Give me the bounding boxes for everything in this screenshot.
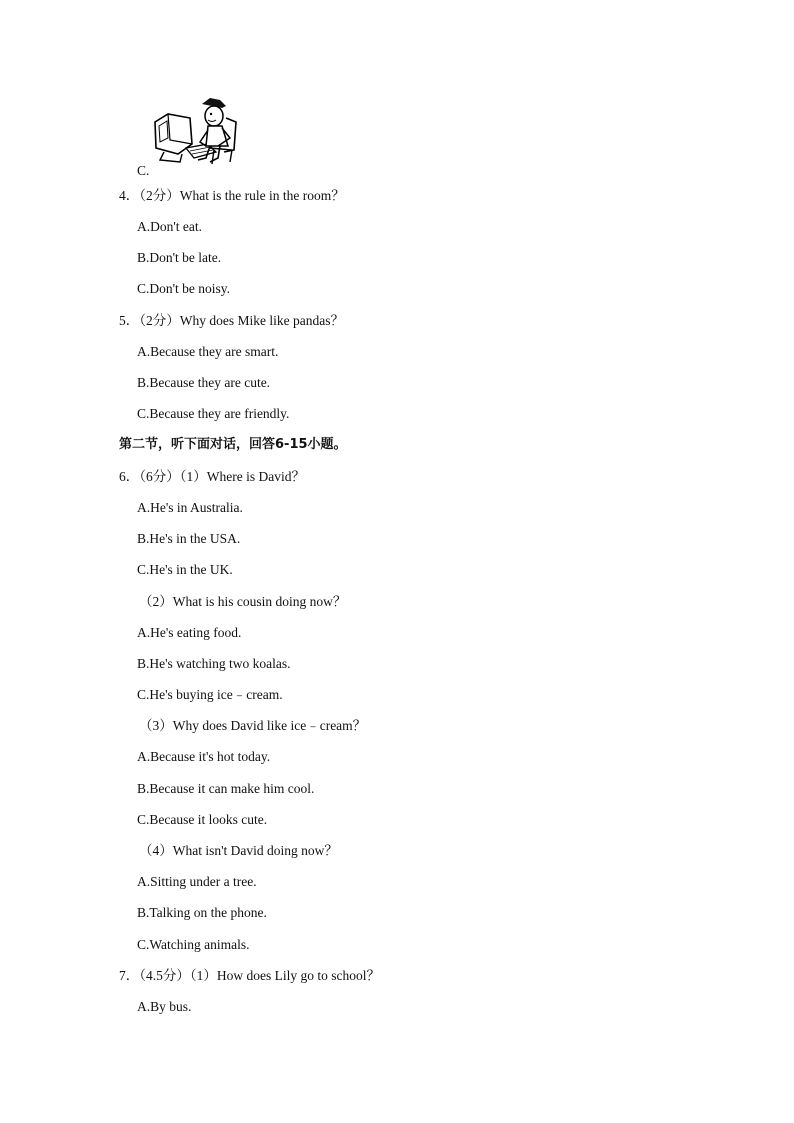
q6-4-option-a: A.Sitting under a tree. xyxy=(137,874,257,889)
q6-2-option-c: C.He's buying ice﹣cream. xyxy=(137,687,283,702)
q6-4-option-c: C.Watching animals. xyxy=(137,937,250,952)
question-6-title: 6．（6分）（1）Where is David？ xyxy=(119,469,305,484)
q6-2-option-a: A.He's eating food. xyxy=(137,625,242,640)
q6-1-option-a: A.He's in Australia. xyxy=(137,500,243,515)
q6-3-option-b: B.Because it can make him cool. xyxy=(137,781,315,796)
q3-option-c-label: C. xyxy=(137,163,150,178)
q5-option-b: B.Because they are cute. xyxy=(137,375,271,390)
q6-subquestion-4: （4）What isn't David doing now？ xyxy=(139,843,338,858)
question-4-title: 4．（2分）What is the rule in the room？ xyxy=(119,188,345,203)
q6-4-option-b: B.Talking on the phone. xyxy=(137,905,267,920)
section-2-heading: 第二节，听下面对话，回答6-15小题。 xyxy=(119,437,347,452)
boy-at-computer-illustration xyxy=(150,96,238,166)
q6-3-option-c: C.Because it looks cute. xyxy=(137,812,268,827)
q5-option-a: A.Because they are smart. xyxy=(137,344,279,359)
q4-option-c: C.Don't be noisy. xyxy=(137,281,231,296)
question-7-title: 7．（4.5分）（1）How does Lily go to school？ xyxy=(119,968,380,983)
q6-1-option-b: B.He's in the USA. xyxy=(137,531,241,546)
q7-1-option-a: A.By bus. xyxy=(137,999,192,1014)
q6-1-option-c: C.He's in the UK. xyxy=(137,562,233,577)
question-5-title: 5．（2分）Why does Mike like pandas？ xyxy=(119,313,344,328)
q6-subquestion-3: （3）Why does David like ice﹣cream？ xyxy=(139,718,367,733)
q5-option-c: C.Because they are friendly. xyxy=(137,406,290,421)
q4-option-b: B.Don't be late. xyxy=(137,250,222,265)
q6-3-option-a: A.Because it's hot today. xyxy=(137,749,271,764)
q6-2-option-b: B.He's watching two koalas. xyxy=(137,656,291,671)
q6-subquestion-2: （2）What is his cousin doing now？ xyxy=(139,594,347,609)
q4-option-a: A.Don't eat. xyxy=(137,219,203,234)
